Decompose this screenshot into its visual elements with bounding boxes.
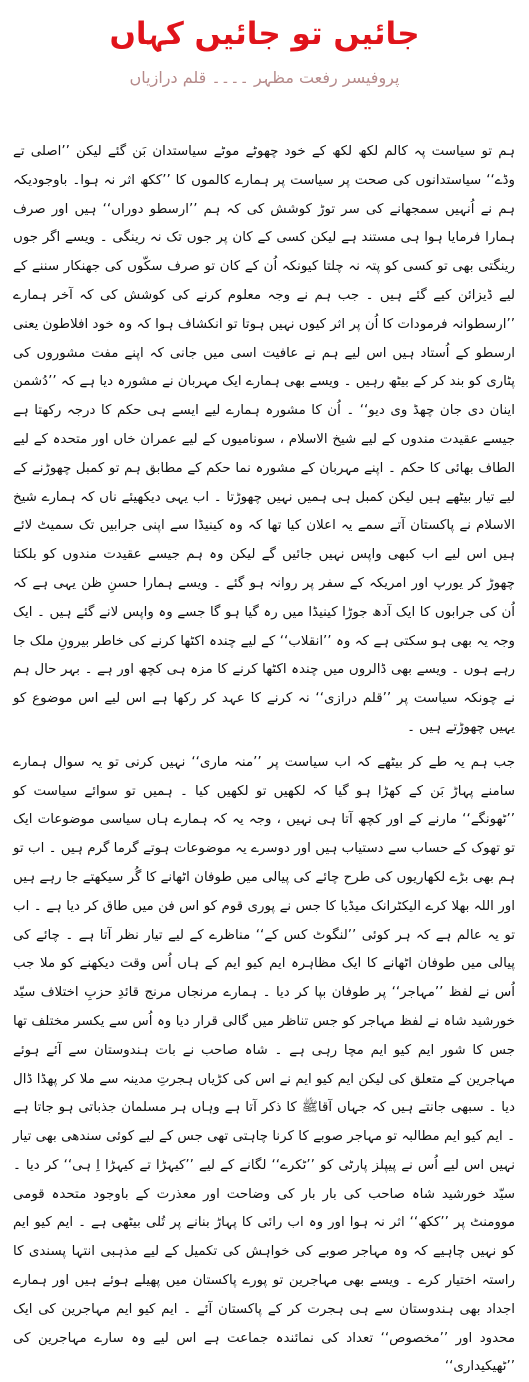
article-byline: پروفیسر رفعت مظہر ۔۔۔۔ قلم درازیاں xyxy=(129,68,400,87)
article-paragraph: جب ہم یہ طے کر بیٹھے کہ اب سیاست پر ’’منہ ماری‘‘ نہیں کرنی تو یہ سوال ہمارے سامنے پہاڑ بَن کے کھڑا ہو گیا کہ لکھیں تو لکھیں کیا ۔ ہمیں تو سوائے سیاست کو ’’ٹھونگے‘‘ مارنے کے اور کچھ آتا ہی نہیں ، وجہ یہ کہ ہمارے ہاں سیاسی موضوعات ایک تو تھوک کے حساب سے دستیاب ہیں اور دوسرے یہ موضوعات ہوتے گرما گرم ہیں ۔ اب تو ہم بھی بڑے لکھاریوں کی طرح چائے کی پیالی میں طوفان اٹھانے کا گُر سیکھتے جا رہے ہیں اور اللہ بھلا کرے الیکٹرانک میڈیا کا جس نے پوری قوم کو اس فن میں طاق کر دیا ہے ۔ اب تو یہ عالم ہے کہ ہر کوئی ’’لنگوٹ کس کے‘‘ مناظرے کے لیے تیار نظر آتا ہے ۔ چائے کی پیالی میں طوفان اٹھانے کا ایک مظاہرہ ایم کیو ایم کے ہاں اُس وقت دیکھنے کو ملا جب اُس نے لفظ ’’مہاجر‘‘ پر طوفان بپا کر دیا ۔ ہمارے مرنجاں مرنج قائدِ حزبِ اختلاف سیّد خورشید شاہ نے لفظ مہاجر کو جس تناظر میں گالی قرار دیا وہ اُس سے یکسر مختلف تھا جس کا شور ایم کیو ایم مچا رہی ہے ۔ شاہ صاحب نے بات ہندوستان سے آئے ہوئے مہاجرین کے متعلق کی لیکن ایم کیو ایم نے اس کی کڑیاں ہجرتِ مدینہ سے ملا کر پھڈا ڈال دیا ۔ سبھی جانتے ہیں کہ جہاں آقاﷺ کا ذکر آتا ہے وہاں ہر مسلمان جذباتی ہو جاتا ہے ۔ ایم کیو ایم مطالبہ تو مہاجر صوبے کا کرنا چاہتی تھی جس کے لیے کوئی سندھی بھی تیار نہیں اس لیے اُس نے پیپلز پارٹی کو ’’ٹکرے‘‘ لگانے کے لیے ’’کیہڑا تے کیہڑا اِ ہی‘‘ کر دیا ۔ سیّد خورشید شاہ صاحب کی بار بار کی وضاحت اور معذرت کے باوجود متحدہ قومی موومنٹ پر ’’ککھ‘‘ اثر نہ ہوا اور وہ اب رائی کا پہاڑ بنانے پر تُلی بیٹھی ہے ۔ ایم کیو ایم کو نہیں چاہیے کہ وہ مہاجر صوبے کی خواہش کی تکمیل کے لیے مذہبی انتہا پسندی کا راستہ اختیار کرے ۔ ویسے بھی مہاجرین تو پورے پاکستان میں پھیلے ہوئے ہیں اور ہمارے اجداد بھی ہندوستان سے ہی ہجرت کر کے پاکستان آئے ۔ ایم کیو ایم مہاجرین کی ایک محدود اور ’’مخصوص‘‘ تعداد کی نمائندہ جماعت ہے اس لیے وہ سارے مہاجرین کی ’’ٹھیکیداری‘‘ xyxy=(13,754,515,1375)
article-title: جائیں تو جائیں کہاں xyxy=(109,16,420,52)
article-body xyxy=(13,138,515,1382)
article-paragraph: ہم تو سیاست پہ کالم لکھ لکھ کے خود چھوٹے موٹے سیاستدان بَن گئے لیکن ’’اصلی تے وڈے‘‘ سیاستدانوں کی صحت پر سیاست پر ہمارے کالموں کا ’’ککھ اثر نہ ہوا۔ باوجودیکہ ہم نے اُنہیں سمجھانے کی سر توڑ کوشش کی کہ ہم ’’ارسطو دوراں‘‘ ہیں اور صرف ہمارا فرمایا ہوا ہی مستند ہے لیکن کسی کے کان پر جوں تک نہ رینگی ۔ ویسے اگر جوں رینگتی بھی تو کسی کو پتہ نہ چلتا کیونکہ اُن کے کان تو صرف سکّوں کی جھنکار سننے کے لیے ڈیزائن کیے گئے ہیں ۔ جب ہم نے وجہ معلوم کرنے کی کوشش کی کہ آخر ہمارے ’’ارسطوانہ فرمودات کا اُن پر اثر کیوں نہیں ہوتا تو انکشاف ہوا کہ وہ خود افلاطون یعنی ارسطو کے اُستاد ہیں اس لیے ہم نے عافیت اسی میں جانی کہ اپنے مفت مشوروں کی پٹاری کو بند کر کے بیٹھ رہیں ۔ ویسے بھی ہمارے ایک مہربان نے مشورہ دیا ہے کہ ’’دُشمن اینان دی جان چھڈ وی دیو‘‘ ۔ اُن کا مشورہ ہمارے لیے ایسے ہی حکم کا درجہ رکھتا ہے جیسے عقیدت مندوں کے لیے شیخ الاسلام ، سونامیوں کے لیے عمران خاں اور متحدہ کے لیے الطاف بھائی کا حکم ۔ اپنے مہربان کے مشورہ نما حکم کے مطابق ہم تو کمبل چھوڑنے کے لیے تیار بیٹھے ہیں لیکن کمبل ہی ہمیں نہیں چھوڑتا ۔ اب یہی دیکھیئے ناں کہ ہمارے شیخ الاسلام نے پاکستان آتے سمے یہ اعلان کیا تھا کہ وہ کینیڈا سے اپنی جرابیں تک سمیٹ لائے ہیں اس لیے اب کبھی واپس نہیں جائیں گے لیکن وہ ہم جیسے عقیدت مندوں کو بلکتا چھوڑ کر یورپ اور امریکہ کے سفر پر روانہ ہو گئے ۔ ویسے ہمارا حسنِ ظن یہی ہے کہ اُن کی جرابوں کا ایک آدھ جوڑا کینیڈا میں رہ گیا ہو گا جسے وہ واپس لانے گئے ہیں ۔ ایک وجہ یہ بھی ہو سکتی ہے کہ وہ ’’انقلاب‘‘ کے لیے چندہ اکٹھا کرنے کی خاطر بیرونِ ملک جا رہے ہوں ۔ ویسے بھی ڈالروں میں چندہ اکٹھا کرنے کا مزہ ہی کچھ اور ہے ۔ بہر حال ہم نے چونکہ سیاست پر ’’قلم درازی‘‘ نہ کرنے کا عہد کر رکھا ہے اس لیے اس موضوع کو یہیں چھوڑتے ہیں ۔ xyxy=(13,144,515,735)
